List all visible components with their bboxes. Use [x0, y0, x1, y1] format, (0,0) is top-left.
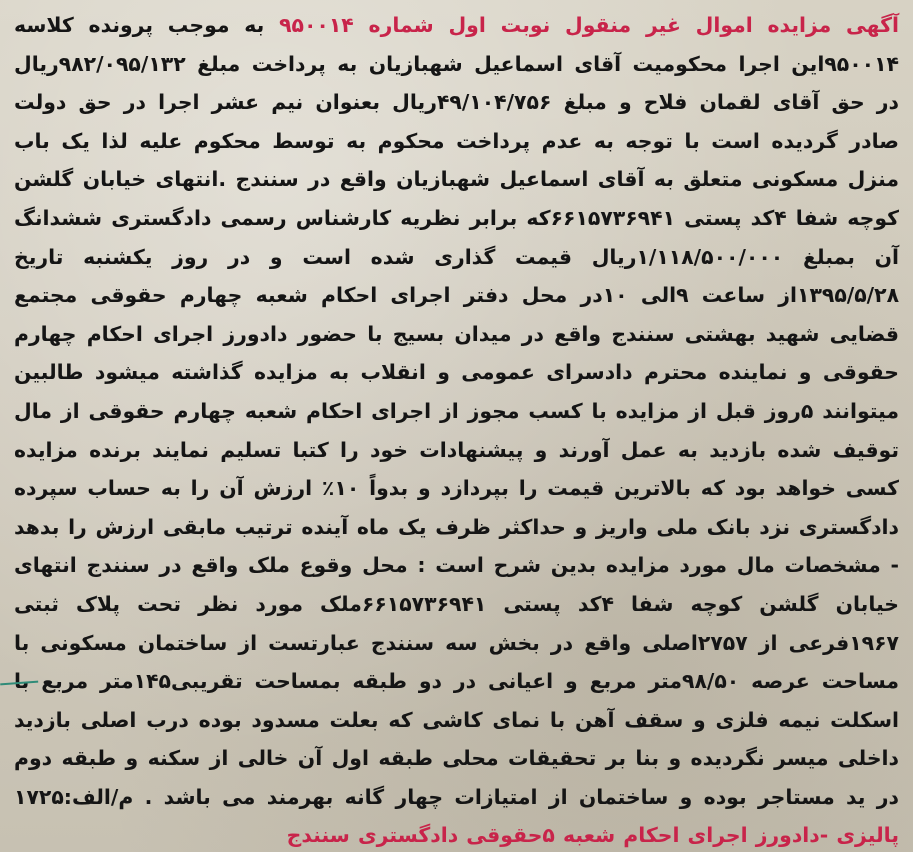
notice-title: آگهی مزایده اموال غیر منقول نوبت اول شماره ۹۵۰۰۱۴	[279, 13, 899, 37]
notice-body: به موجب پرونده کلاسه ۹۵۰۰۱۴این اجرا محکومیت آقای اسماعیل شهبازیان به پرداخت مبلغ ۹۸۲/۰۹۵/۱۳۲ریال در حق آقای لقمان فلاح و مبلغ ۴۹/۱۰۴/۷۵۶ریال بعنوان نیم عشر اجرا در حق دولت صادر گردیده است با توجه به عدم پرداخت محکوم به توسط محکوم علیه لذا یک باب منزل مسکونی متعلق به آقای اسماعیل شهبازیان واقع در سنندج .انتهای خیابان گلشن کوچه شفا ۴کد پستی ۶۶۱۵۷۳۶۹۴۱که برابر نظریه کارشناس رسمی دادگستری ششدانگ آن بمبلغ ۱/۱۱۸/۵۰۰/۰۰۰ریال قیمت گذاری شده است و در روز یکشنبه تاریخ ۱۳۹۵/۵/۲۸از ساعت ۹الی ۱۰در محل دفتر اجرای احکام شعبه چهارم حقوقی مجتمع قضایی شهید بهشتی سنندج واقع در میدان بسیج با حضور دادورز اجرای احکام چهارم حقوقی و نماینده محترم دادسرای عمومی و انقلاب به مزایده گذاشته میشود طالبین میتوانند ۵روز قبل از مزایده با کسب مجوز از اجرای احکام شعبه چهارم حقوقی از مال توقیف شده بازدید به عمل آورند و پیشنهادات خود را کتبا تسلیم نمایند برنده مزایده کسی خواهد بود که بالاترین قیمت را بپردازد و بدواً ۱۰٪ ارزش آن را به حساب سپرده دادگستری نزد بانک ملی واریز و حداکثر ظرف یک ماه آینده ترتیب مابقی ارزش را بدهد - مشخصات مال مورد مزایده بدین شرح است : محل وقوع ملک واقع در سنندج انتهای خیابان گلشن کوچه شفا ۴کد پستی ۶۶۱۵۷۳۶۹۴۱ملک مورد نظر تحت پلاک ثبتی ۱۹۶۷فرعی از ۲۷۵۷اصلی واقع در بخش سه سنندج عبارتست از ساختمان مسکونی با مساحت عرصه ۹۸/۵۰متر مربع و اعیانی در دو طبقه بمساحت تقریبی۱۴۵متر مربع با اسکلت نیمه فلزی و سقف آهن با نمای کاشی که بعلت مسدود بوده درب اصلی بازدید داخلی میسر نگردیده و بنا بر تحقیقات محلی طبقه اول آن خالی از سکنه و طبقه دوم در ید مستاجر بوده و ساختمان از امتیازات چهار گانه بهرمند می باشد . م/الف:۱۷۲۵	[14, 13, 900, 809]
auction-notice	[14, 6, 899, 852]
notice-signature: پالیزی -دادورز اجرای احکام شعبه ۵حقوقی دادگستری سنندج	[286, 823, 899, 848]
